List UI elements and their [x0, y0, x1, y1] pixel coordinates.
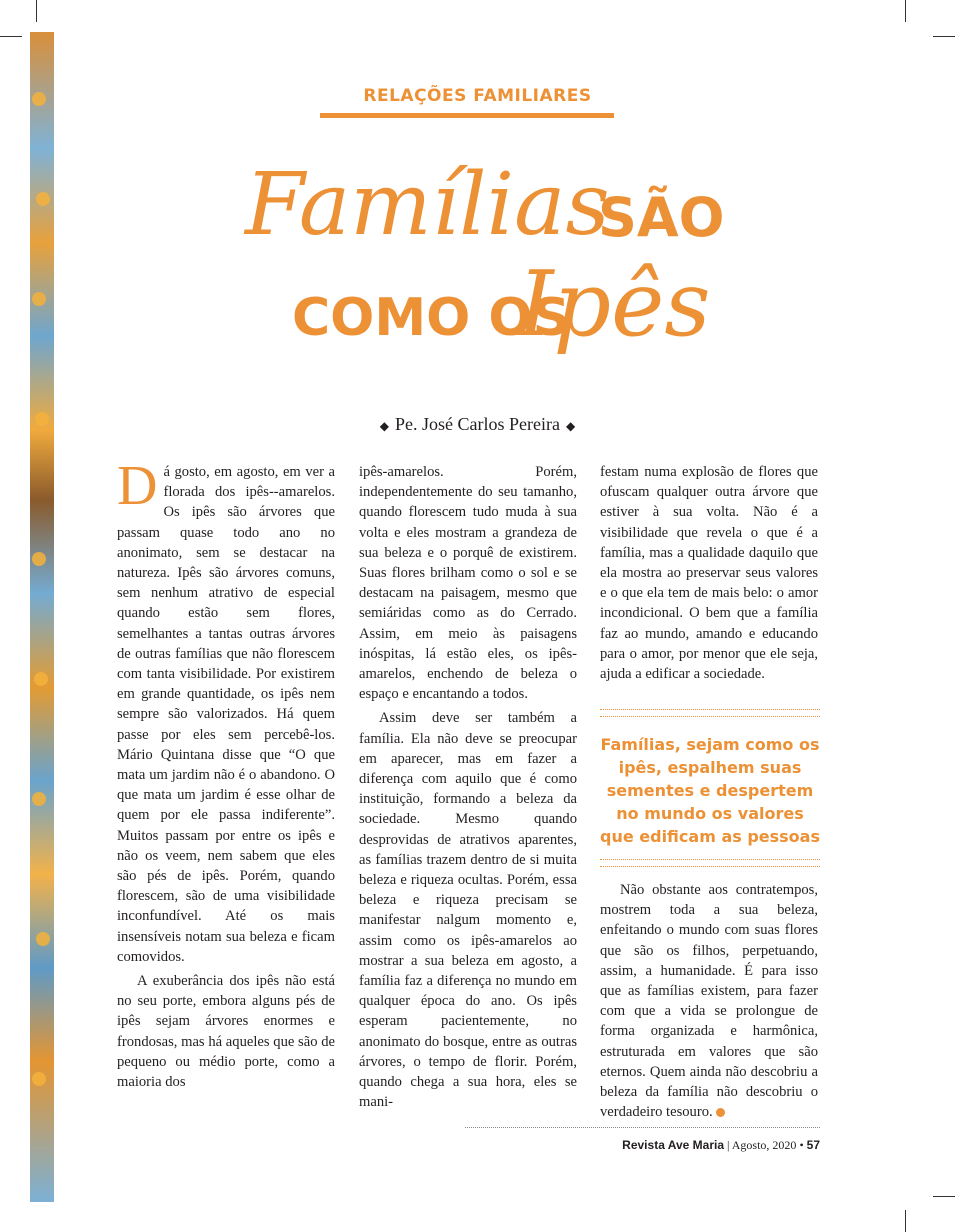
- author-name: Pe. José Carlos Pereira: [395, 414, 560, 434]
- paragraph: Assim deve ser também a família. Ela não deve se preocupar em aparecer, mas em fazer a diferença com aquilo que é como instituição, formando a beleza da sociedade. Mesmo quando desprovidas de atrativos aparentes, as famílias trazem dentro de si muita beleza e riqueza ocultas. Porém, essa beleza e riqueza precisam se manifestar nalgum momento e, assim como os ipês-amarelos ao mostrar a sua beleza em agosto, a família faz a diferença no mundo em qualquer época do ano. Os ipês esperam pacientemente, no anonimato do bosque, entre as outras árvores, o tempo de florir. Porém, quando chega a sua hora, eles se mani-: [359, 710, 577, 1111]
- pullquote-border-bottom: [600, 859, 820, 867]
- paragraph: [117, 455, 335, 967]
- paragraph: ipês-amarelos. Porém, independentemente do seu tamanho, quando florescem tudo muda à sua volta e eles mostram a grandeza de sua beleza e o porquê de existirem. Suas flores brilham como o sol e se destacam na paisagem, mesmo que semiáridas como as do Cerrado. Assim, em meio às paisagens inóspitas, lá estão eles, os ipês-amarelos, enchendo de beleza o espaço e encantando a todos.: [359, 464, 577, 703]
- paragraph: A exuberância dos ipês não está no seu porte, embora alguns pés de ipês sejam árvores enormes e frondosas, mas há aqueles que são de pequeno ou médio porte, como a maioria dos: [117, 973, 335, 1091]
- article-column-3: [600, 462, 818, 684]
- footer-bullet: •: [799, 1138, 804, 1152]
- drop-cap: D: [117, 455, 158, 517]
- title-word-ipes: Ipês: [518, 252, 711, 357]
- page-footer: [622, 1138, 820, 1153]
- title-word-como-os: COMO OS: [292, 288, 571, 348]
- crop-mark: [905, 0, 906, 22]
- ipe-photo-strip: [30, 32, 54, 1202]
- crop-mark: [933, 1196, 955, 1197]
- title-word-familias: Famílias: [245, 155, 610, 255]
- issue-date: Agosto, 2020: [731, 1138, 797, 1152]
- article-column-1: [117, 455, 335, 1092]
- paragraph: [600, 880, 818, 1122]
- crop-mark: [905, 1210, 906, 1232]
- crop-mark: [933, 36, 955, 37]
- page-number: 57: [806, 1138, 820, 1152]
- pullquote: Famílias, sejam como os ipês, espalhem suas sementes e despertem no mundo os valores que edificam as pessoas: [600, 735, 820, 846]
- paragraph: festam numa explosão de flores que ofuscam qualquer outra árvore que estiver à sua volta. Não é a visibilidade que revela o que é a família, mas a qualidade daquilo que ela mostra ao preservar seus valores e o que ela tem de mais belo: o amor incondicional. O bem que a família faz ao mundo, amando e educando para o amor, por menor que ele seja, ajuda a edificar a sociedade.: [600, 464, 818, 683]
- title-word-sao: SÃO: [598, 186, 725, 249]
- paragraph-text: á gosto, em agosto, em ver a florada dos ipês--amarelos. Os ipês são árvores que passam quase todo ano no anonimato, sem se destacar na natureza. Ipês são árvores comuns, sem nenhum atrativo de especial quando estão sem flores, semelhantes a tantas outras árvores de outras famílias que não florescem com tanta visibilidade. Por existirem em grande quantidade, os ipês nem sempre são valorizados. Há quem passe por eles sem percebê-los. Mário Quintana disse que “O que mata um jardim não é o abandono. O que mata um jardim é esse olhar de quem por ele passa indiferente”. Muitos passam por entre os ipês e não os veem, nem sabem que eles são pés de ipês. Porém, quando florescem, são de uma visibilidade inconfundível. Até os mais insensíveis notam sua beleza e ficam comovidos.: [117, 464, 335, 965]
- paragraph-text: Não obstante aos contratempos, mostrem toda a sua beleza, enfeitando o mundo com suas flores que são os filhos, perpetuando, assim, a humanidade. É para isso que as famílias existem, para fazer com que a vida se prolongue de forma organizada e harmônica, estruturada em valores que são eternos. Quem ainda não descobriu a beleza da família não descobriu o verdadeiro tesouro.: [600, 882, 818, 1121]
- article-column-2: [359, 462, 577, 1113]
- section-rule: [320, 113, 614, 118]
- section-label: RELAÇÕES FAMILIARES: [363, 86, 592, 106]
- crop-mark: [0, 36, 22, 37]
- end-mark-icon: [716, 1108, 725, 1117]
- author-byline: [0, 414, 955, 435]
- crop-mark: [36, 0, 37, 22]
- diamond-icon: ◆: [565, 419, 576, 433]
- diamond-icon: ◆: [379, 419, 390, 433]
- article-column-3-continued: [600, 880, 818, 1122]
- pullquote-border-top: [600, 709, 820, 717]
- magazine-name: Revista Ave Maria: [622, 1138, 725, 1152]
- footer-rule: [465, 1127, 820, 1128]
- footer-separator: |: [727, 1138, 730, 1152]
